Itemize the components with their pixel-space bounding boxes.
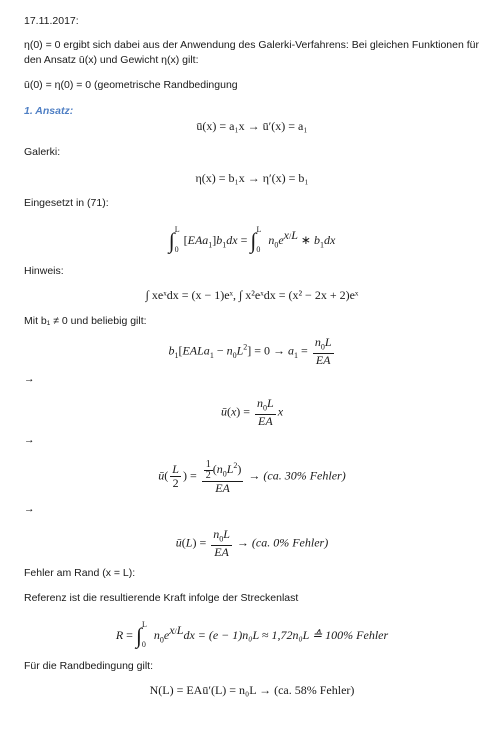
arrow-2: → [24,434,35,446]
equation-galerkin-integral: $\int^L_0[EAa_1]b_1dx = \int^L_0$ $n_0e^{x/L}$ ∗ $b_1dx$ [168,225,336,254]
equation-u-at-half-length: ū( $\frac{L}{2}$ ) = $\frac{1}{2}$ $(n_0L^2)$ EA → (ca. 30% Fehler) [158,458,346,495]
equation-u-bar: ū(x) = $\frac{n_0L}{EA}$ x [220,396,284,429]
label-boundary-condition: Für die Randbedingung gilt: [24,660,154,672]
label-hint: Hinweis: [24,265,64,277]
intro-line-2: den Ansatz ū(x) und Gewicht η(x) gilt: [24,54,199,66]
boundary-condition-text: ū(0) = η(0) = 0 (geometrische Randbedingung [24,79,238,91]
label-error-at-edge: Fehler am Rand (x = L): [24,567,136,579]
reference-force-result: = (e − 1)n₀L ≈ 1,72n₀L ≙ 100% Fehler [197,628,389,642]
arrow-3: → [24,503,35,515]
label-inserted: Eingesetzt in (71): [24,197,109,209]
label-galerki: Galerki: [24,146,61,158]
equation-normal-force: N(L) = EAū′(L) = n₀L → (ca. 58% Fehler) [149,683,355,697]
error-30-percent-label: → (ca. 30% Fehler) [248,468,346,483]
equation-ansatz: ū(x) = a₁x → ū′(x) = a₁ [196,119,308,133]
equation-u-at-length: ū(L) = $\frac{n_0L}{EA}$ → (ca. 0% Fehler) [175,527,329,560]
error-0-percent-label: → (ca. 0% Fehler) [236,535,329,550]
equation-integral-hint: ∫ xeˣdx = (x − 1)eˣ, ∫ x²eˣdx = (x² − 2x + 2)eˣ [145,288,359,302]
equation-weight-function: η(x) = b₁x → η′(x) = b₁ [195,171,309,185]
equation-reference-force: R = ∫$^L_0$ $n_0e^{x/L}dx = (e - 1)n_0L \approx 1,72n_0L$ ≙ 100% Fehler [115,620,389,649]
label-b1-condition: Mit b₁ ≠ 0 und beliebig gilt: [24,315,147,327]
equation-a1-solution: $b_1[EALa_1 - n_0L^2] = 0 \to a_1$ = $\frac{n_0L}{EA}$ [168,335,332,368]
section-heading-ansatz: 1. Ansatz: [24,105,74,117]
date-heading: 17.11.2017: [24,15,79,27]
arrow-1: → [24,373,35,385]
label-reference: Referenz ist die resultierende Kraft infolge der Streckenlast [24,592,299,604]
intro-line-1: η(0) = 0 ergibt sich dabei aus der Anwendung des Galerki-Verfahrens: Bei gleichen Funktionen für [24,39,479,51]
